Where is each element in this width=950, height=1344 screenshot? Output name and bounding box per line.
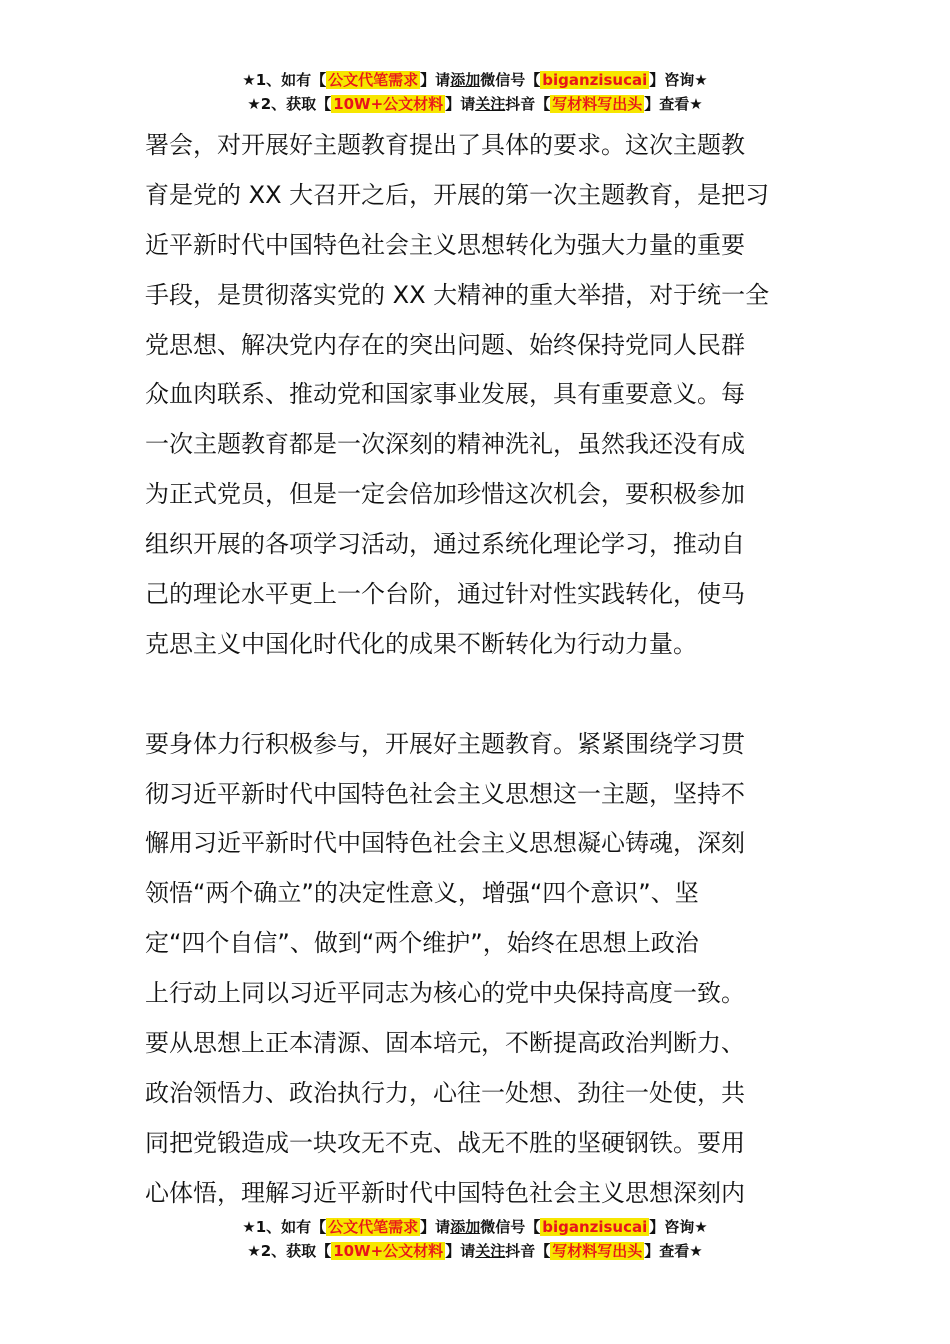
banner-text: 抖音【: [505, 95, 551, 113]
banner-text: 】请: [420, 1218, 451, 1236]
banner-highlight: 公文代笔需求: [328, 71, 419, 89]
banner-wechat-id: biganzisucai: [542, 71, 648, 89]
banner-text: 微信号【: [480, 1218, 541, 1236]
text-line: 心体悟，理解习近平新时代中国特色社会主义思想深刻内: [145, 1178, 745, 1207]
banner-text: ★2、获取【: [247, 1242, 332, 1260]
text-line: 为正式党员，但是一定会倍加珍惜这次机会，要积极参加: [145, 480, 745, 509]
text-line: 近平新时代中国特色社会主义思想转化为强大力量的重要: [145, 230, 745, 259]
banner-underlined: 关注: [475, 1242, 506, 1260]
banner-highlight: 10W+公文材料: [333, 1242, 444, 1260]
banner-text: ★2、获取【: [247, 95, 332, 113]
text-line: 要身体力行积极参与，开展好主题教育。紧紧围绕学习贯: [145, 729, 745, 758]
banner-text: 】咨询★: [649, 1218, 708, 1236]
banner-text: 抖音【: [505, 1242, 551, 1260]
banner-douyin-id: 写材料写出头: [552, 95, 643, 113]
banner-underlined: 添加: [450, 1218, 481, 1236]
banner-line-2: [0, 1239, 950, 1263]
text-line: 党思想、解决党内存在的突出问题、始终保持党同人民群: [145, 330, 745, 359]
paragraph-gap: [145, 670, 809, 720]
text-line: 署会，对开展好主题教育提出了具体的要求。这次主题教: [145, 131, 745, 159]
text-line: 懈用习近平新时代中国特色社会主义思想凝心铸魂，深刻: [145, 829, 745, 858]
banner-text: ★1、如有【: [242, 1218, 327, 1236]
text-line: 手段，是贯彻落实党的 XX 大精神的重大举措，对于统一全: [145, 280, 770, 309]
text-line: 政治领悟力、政治执行力，心往一处想、劲往一处使，共: [145, 1078, 745, 1107]
banner-text: 】查看★: [644, 95, 703, 113]
banner-underlined: 添加: [450, 71, 481, 89]
banner-text: 】查看★: [644, 1242, 703, 1260]
header-banner: [0, 68, 950, 116]
banner-text: 】请: [445, 1242, 476, 1260]
text-line: 众血肉联系、推动党和国家事业发展，具有重要意义。每: [145, 380, 745, 409]
banner-highlight: 公文代笔需求: [328, 1218, 419, 1236]
text-line: 育是党的 XX 大召开之后，开展的第一次主题教育，是把习: [145, 180, 770, 209]
banner-text: 】请: [420, 71, 451, 89]
banner-line-1: [0, 68, 950, 92]
banner-text: ★1、如有【: [242, 71, 327, 89]
text-line: 克思主义中国化时代化的成果不断转化为行动力量。: [145, 629, 697, 658]
banner-line-1: [0, 1215, 950, 1239]
text-line: 组织开展的各项学习活动，通过系统化理论学习，推动自: [145, 530, 745, 559]
text-line: 领悟“两个确立”的决定性意义，增强“四个意识”、坚: [145, 879, 699, 908]
banner-line-2: [0, 92, 950, 116]
banner-wechat-id: biganzisucai: [542, 1218, 648, 1236]
banner-highlight: 10W+公文材料: [333, 95, 444, 113]
banner-text: 】咨询★: [649, 71, 708, 89]
banner-douyin-id: 写材料写出头: [552, 1242, 643, 1260]
text-line: 彻习近平新时代中国特色社会主义思想这一主题，坚持不: [145, 779, 745, 808]
text-line: 同把党锻造成一块攻无不克、战无不胜的坚硬钢铁。要用: [145, 1128, 745, 1157]
banner-text: 】请: [445, 95, 476, 113]
paragraph-1: [145, 121, 809, 670]
text-line: 要从思想上正本清源、固本培元，不断提高政治判断力、: [145, 1029, 745, 1058]
paragraph-2: [145, 720, 809, 1219]
banner-underlined: 关注: [475, 95, 506, 113]
banner-text: 微信号【: [480, 71, 541, 89]
document-body: [145, 121, 809, 1219]
footer-banner: [0, 1215, 950, 1263]
text-line: 己的理论水平更上一个台阶，通过针对性实践转化，使马: [145, 580, 745, 609]
text-line: 上行动上同以习近平同志为核心的党中央保持高度一致。: [145, 979, 745, 1008]
text-line: 定“四个自信”、做到“两个维护”，始终在思想上政治: [145, 929, 699, 958]
text-line: 一次主题教育都是一次深刻的精神洗礼，虽然我还没有成: [145, 430, 745, 459]
